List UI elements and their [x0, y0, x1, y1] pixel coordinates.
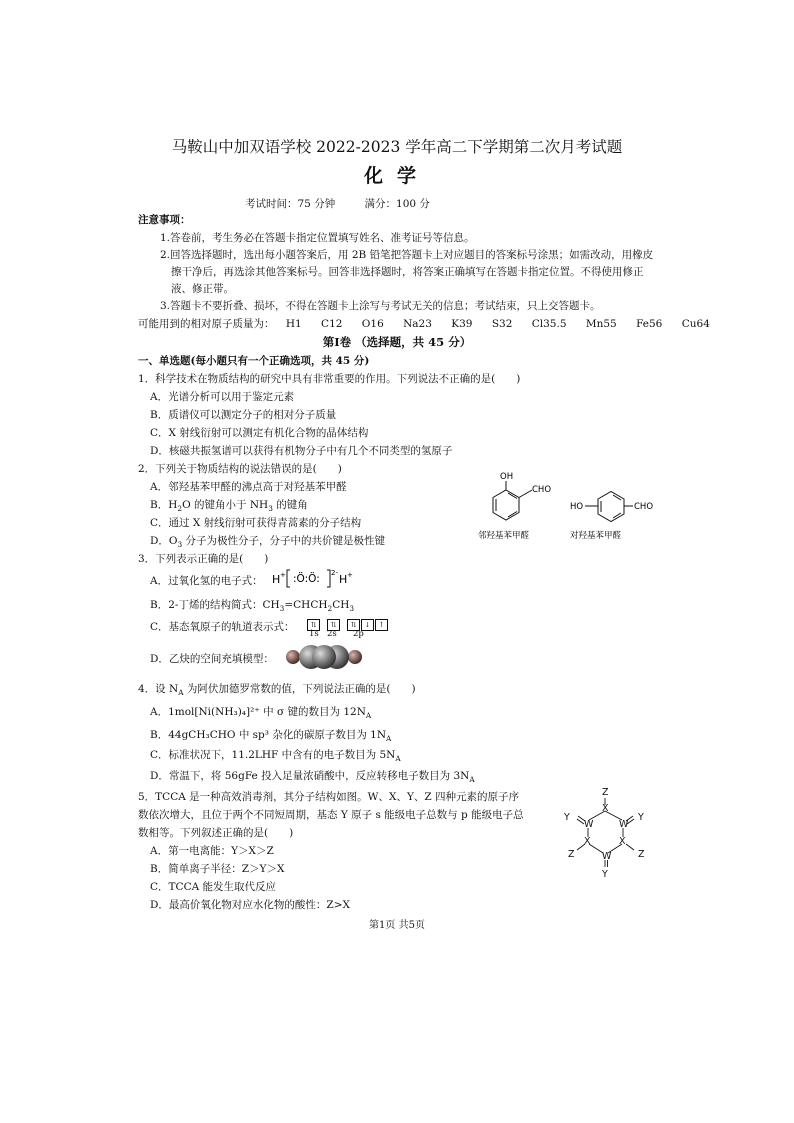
- q3-option-a: A．过氧化氢的电子式：: [150, 575, 263, 587]
- svg-text:Y: Y: [638, 812, 644, 823]
- para-cho-label: CHO: [634, 502, 654, 512]
- q4-option-b: B．44gCH₃CHO 中 sp³ 杂化的碳原子数目为 $1N_A$: [150, 729, 392, 744]
- ortho-hydroxybenzaldehyde-structure: [493, 481, 532, 520]
- q4-option-d: D．常温下，将 56gFe 投入足量浓硝酸中，反应转移电子数目为 $3N_A$: [150, 770, 475, 785]
- q5-stem-line1: 5．TCCA 是一种高效消毒剂，其分子结构如图。W、X、Y、Z 四种元素的原子序: [138, 791, 520, 803]
- svg-text:W: W: [584, 819, 594, 830]
- svg-text:Y: Y: [602, 869, 608, 880]
- q5-option-d: D．最高价氧化物对应水化物的酸性：Z>X: [150, 899, 350, 911]
- mass-item: O16: [361, 318, 384, 330]
- tcca-structure: [560, 784, 655, 880]
- acetylene-space-filling-model: [285, 644, 363, 670]
- q3-option-d: D．乙炔的空间充填模型：: [150, 653, 274, 665]
- mass-item: Cu64: [681, 318, 710, 330]
- orbital-label-1s: 1s: [309, 629, 319, 639]
- q2-option-d: D．$O_3$ 分子为极性分子，分子中的共价键是极性键: [150, 535, 386, 550]
- q2-stem: 2．下列关于物质结构的说法错误的是( ): [138, 463, 342, 475]
- orbital-label-2p: 2p: [353, 629, 364, 639]
- note-2-cont: 擦干净后，再选涂其他答案标号。回答非选择题时，将答案正确填写在答题卡指定位置。不得使用修正: [171, 266, 644, 278]
- exam-time: 考试时间：75 分钟: [245, 198, 336, 210]
- q1-option-d: D．核磁共振氢谱可以获得有机物分子中有几个不同类型的氢原子: [150, 445, 453, 457]
- svg-text:Z: Z: [602, 787, 609, 798]
- svg-text:+: +: [347, 571, 353, 579]
- q1-option-c: C．X 射线衍射可以测定有机化合物的晶体结构: [150, 427, 369, 439]
- part1-title: 第Ⅰ卷 （选择题，共 45 分）: [322, 335, 472, 349]
- svg-text::Ö:Ö:: :Ö:Ö:: [293, 573, 320, 585]
- mass-item: Mn55: [585, 318, 617, 330]
- q5-option-b: B．简单离子半径：Z＞Y＞X: [150, 863, 285, 875]
- mass-item: H1: [285, 318, 302, 330]
- q1-option-a: A．光谱分析可以用于鉴定元素: [150, 391, 295, 403]
- hydroxybenzaldehyde-figure: [470, 468, 670, 544]
- svg-text:X: X: [584, 836, 591, 847]
- page-footer: 第1页 共5页: [369, 920, 425, 931]
- atomic-masses-label: 可能用到的相对原子质量为：: [138, 318, 275, 330]
- svg-text:+: +: [280, 571, 286, 579]
- q3-option-b: B．2-丁烯的结构简式：$CH_3=CHCH_2CH_3$: [150, 599, 355, 614]
- svg-text:W: W: [619, 819, 629, 830]
- para-hydroxybenzaldehyde-structure: [585, 492, 633, 522]
- notes-heading: 注意事项：: [138, 214, 191, 226]
- svg-text:W: W: [602, 851, 612, 862]
- mass-item: K39: [451, 318, 473, 330]
- exam-score: 满分：100 分: [364, 198, 430, 210]
- svg-text:H: H: [272, 573, 281, 586]
- ortho-oh-label: OH: [500, 472, 514, 482]
- subject-title: 化学: [363, 165, 430, 187]
- q1-option-b: B．质谱仪可以测定分子的相对分子质量: [150, 409, 337, 421]
- note-1: 1.答卷前，考生务必在答题卡指定位置填写姓名、准考证号等信息。: [160, 232, 475, 244]
- q4-stem: 4．设 $N_A$ 为阿伏加德罗常数的值，下列说法正确的是( ): [138, 683, 416, 698]
- q2-option-c: C．通过 X 射线衍射可获得青蒿素的分子结构: [150, 517, 362, 529]
- mass-item: C12: [321, 318, 343, 330]
- svg-text:Y: Y: [564, 812, 570, 823]
- svg-text:X: X: [602, 803, 609, 814]
- para-caption: 对羟基苯甲醛: [570, 531, 622, 541]
- ortho-caption: 邻羟基苯甲醛: [478, 531, 530, 541]
- section1-title: 一、单选题(每小题只有一个正确选项，共 45 分): [138, 355, 370, 367]
- note-2: 2.回答选择题时，选出每小题答案后，用 2B 铅笔把答题卡上对应题目的答案标号涂黑；如需改动，用橡皮: [160, 249, 654, 261]
- para-ho-label: HO: [570, 502, 584, 512]
- q4-option-a: A．1mol[Ni(NH₃)₄]²⁺ 中 σ 键的数目为 $12N_A$: [150, 706, 372, 721]
- mass-item: Fe56: [636, 318, 663, 330]
- q2-option-b: B．$H_2O$ 的键角小于 $NH_3$ 的键角: [150, 499, 308, 514]
- mass-item: Cl35.5: [531, 318, 567, 330]
- svg-text:X: X: [619, 836, 626, 847]
- note-2-cont2: 液、修正带。: [171, 283, 234, 295]
- exam-meta: [245, 196, 456, 211]
- q5-stem-line3: 数相等。下列叙述正确的是( ): [138, 827, 294, 839]
- q3-option-c: C．基态氧原子的轨道表示式：: [150, 621, 295, 633]
- ortho-cho-label: CHO: [532, 485, 552, 495]
- orbital-label-2s: 2s: [327, 629, 337, 639]
- note-3: 3.答题卡不要折叠、损坏，不得在答题卡上涂写与考试无关的信息；考试结束，只上交答题卡。: [160, 300, 601, 312]
- q3-stem: 3．下列表示正确的是( ): [138, 553, 269, 565]
- q5-option-a: A．第一电离能：Y＞X＞Z: [150, 845, 274, 857]
- q5-stem-line2: 数依次增大，且位于两个不同短周期，基态 Y 原子 s 能级电子总数与 p 能级电子总: [138, 809, 524, 821]
- svg-text:Z: Z: [568, 849, 575, 860]
- svg-text:Z: Z: [638, 849, 645, 860]
- mass-item: Na23: [403, 318, 432, 330]
- svg-text:H: H: [339, 573, 348, 586]
- q1-stem: 1．科学技术在物质结构的研究中具有非常重要的作用。下列说法不正确的是( ): [138, 373, 521, 385]
- atomic-masses: [138, 316, 710, 331]
- svg-text:2-: 2-: [331, 569, 338, 577]
- q2-option-a: A．邻羟基苯甲醛的沸点高于对羟基苯甲醛: [150, 481, 347, 493]
- q5-option-c: C．TCCA 能发生取代反应: [150, 881, 277, 893]
- q4-option-c: C．标准状况下，11.2LHF 中含有的电子数目为 $5N_A$: [150, 749, 401, 764]
- h2o2-electron-formula: [270, 566, 360, 590]
- exam-title: 马鞍山中加双语学校 2022-2023 学年高二下学期第二次月考试题: [171, 138, 623, 156]
- mass-item: S32: [491, 318, 513, 330]
- oxygen-orbital-diagram: ⇅ ⇅ ⇅ ↓ ↑: [307, 614, 389, 633]
